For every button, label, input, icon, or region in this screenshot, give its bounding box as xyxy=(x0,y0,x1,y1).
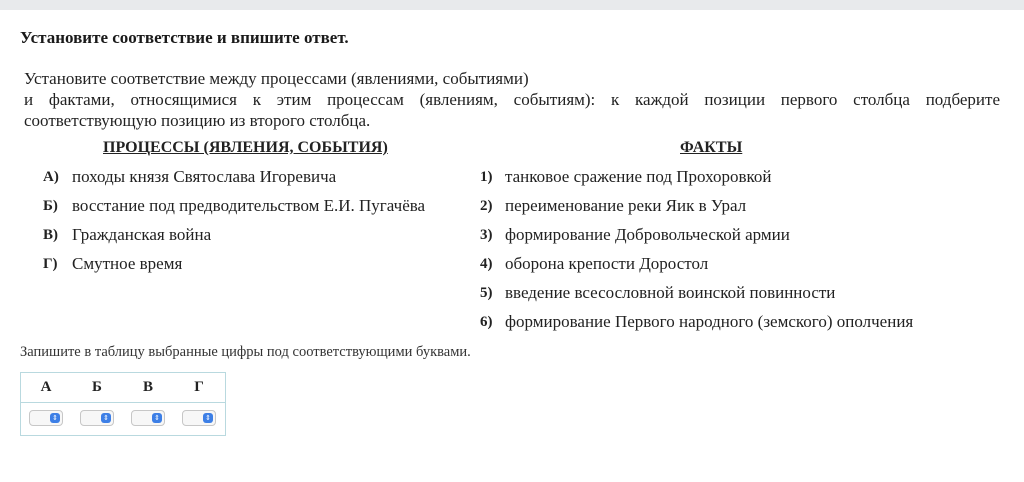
select-arrows-icon: ⇕ xyxy=(203,413,213,423)
table-divider xyxy=(21,402,225,403)
answer-select-a[interactable] xyxy=(29,410,63,426)
select-arrows-icon: ⇕ xyxy=(152,413,162,423)
select-arrows-icon: ⇕ xyxy=(50,413,60,423)
answer-instruction: Запишите в таблицу выбранные цифры под соответствующими буквами. xyxy=(20,344,471,360)
process-text: походы князя Святослава Игоревича xyxy=(72,167,337,186)
fact-key: 4) xyxy=(480,256,493,272)
process-text: восстание под предводительством Е.И. Пугачёва xyxy=(72,196,426,215)
answer-select-g[interactable] xyxy=(182,410,216,426)
process-key: В) xyxy=(43,227,58,243)
fact-text: танковое сражение под Прохоровкой xyxy=(505,167,772,186)
answer-table xyxy=(20,372,226,436)
answer-select-b[interactable] xyxy=(80,410,114,426)
process-key: Б) xyxy=(43,198,58,214)
instructions-line-3: соответствующую позицию из второго столбца. xyxy=(24,111,371,130)
top-bar xyxy=(0,0,1024,10)
fact-key: 2) xyxy=(480,198,493,214)
task-heading: Установите соответствие и впишите ответ. xyxy=(20,28,349,47)
answer-select-v[interactable] xyxy=(131,410,165,426)
answer-header-g: Г xyxy=(194,379,204,395)
fact-key: 3) xyxy=(480,227,493,243)
fact-text: формирование Первого народного (земского) ополчения xyxy=(505,312,914,331)
process-text: Гражданская война xyxy=(72,225,212,244)
processes-column-title: ПРОЦЕССЫ (ЯВЛЕНИЯ, СОБЫТИЯ) xyxy=(103,139,388,156)
fact-text: формирование Добровольческой армии xyxy=(505,225,790,244)
process-key: А) xyxy=(43,169,59,185)
process-key: Г) xyxy=(43,256,58,272)
process-text: Смутное время xyxy=(72,254,183,273)
instructions-line-2: и фактами, относящимися к этим процессам (явлениям, событиям): к каждой позиции первого столбца подберите xyxy=(24,90,1000,109)
answer-header-b: Б xyxy=(92,379,102,395)
fact-text: оборона крепости Доростол xyxy=(505,254,709,273)
select-arrows-icon: ⇕ xyxy=(101,413,111,423)
answer-header-a: А xyxy=(40,379,52,395)
fact-text: введение всесословной воинской повинности xyxy=(505,283,836,302)
fact-key: 5) xyxy=(480,285,493,301)
answer-header-v: В xyxy=(142,379,153,395)
instructions-line-1: Установите соответствие между процессами (явлениями, событиями) xyxy=(24,69,529,88)
facts-column-title: ФАКТЫ xyxy=(680,139,743,156)
fact-key: 1) xyxy=(480,169,493,185)
task-instructions xyxy=(24,68,1000,131)
fact-text: переименование реки Яик в Урал xyxy=(505,196,747,215)
fact-key: 6) xyxy=(480,314,493,330)
